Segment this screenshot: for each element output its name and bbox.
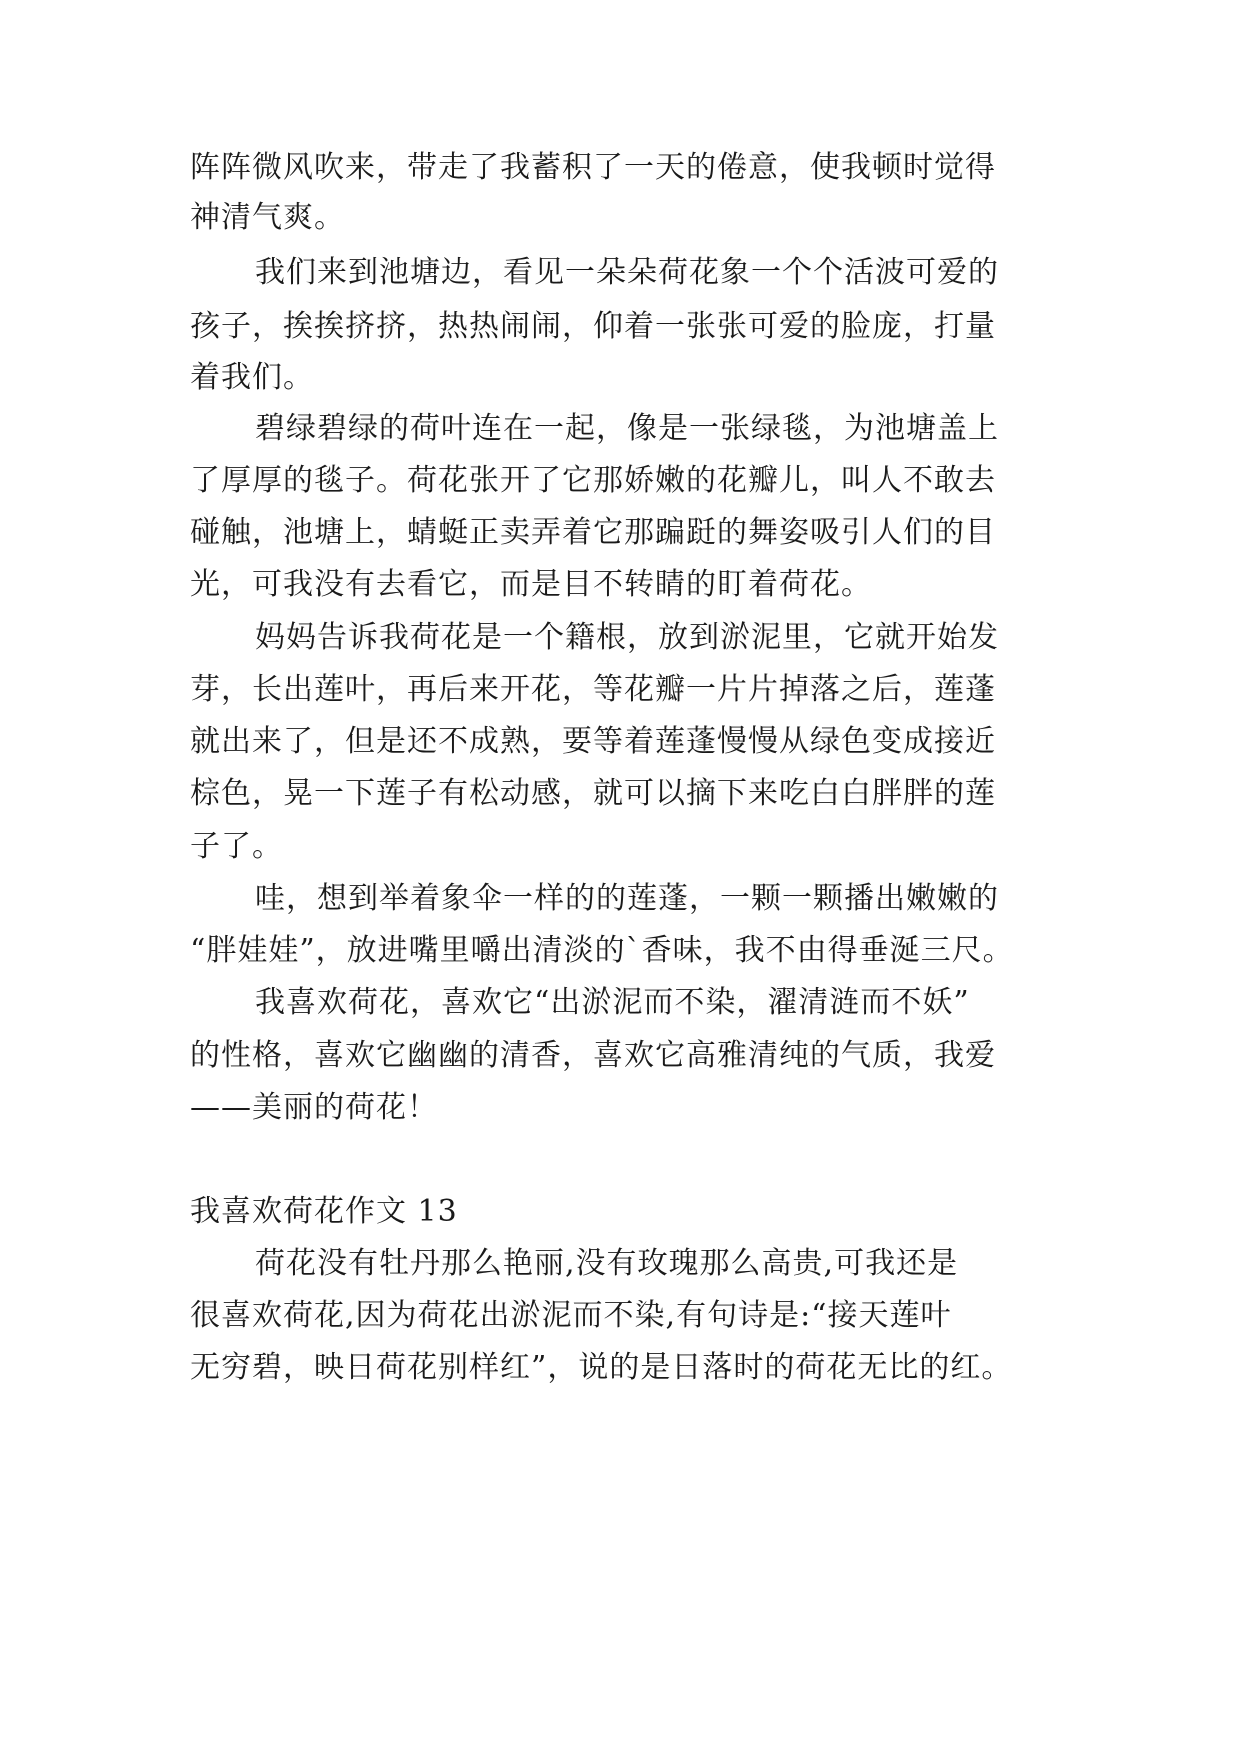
paragraph-first-line: 我们来到池塘边，看见一朵朵荷花象一个个活波可爱的	[255, 255, 999, 290]
text-line: 光，可我没有去看它，而是目不转睛的盯着荷花。	[190, 567, 872, 602]
text-line: “胖娃娃”，放进嘴里嚼出清淡的`香味，我不由得垂涎三尺。	[190, 933, 1014, 968]
text-line: 神清气爽。	[190, 200, 345, 235]
text-line: 碰触，池塘上，蜻蜓正卖弄着它那蹁跹的舞姿吸引人们的目	[190, 515, 996, 550]
text-line: 很喜欢荷花,因为荷花出淤泥而不染,有句诗是:“接天莲叶	[190, 1298, 952, 1333]
text-line: 芽，长出莲叶，再后来开花，等花瓣一片片掉落之后，莲蓬	[190, 672, 996, 707]
text-line: 子了。	[190, 829, 283, 864]
paragraph-first-line: 我喜欢荷花，喜欢它“出淤泥而不染，濯清涟而不妖”	[255, 985, 970, 1020]
text-line: 就出来了，但是还不成熟，要等着莲蓬慢慢从绿色变成接近	[190, 724, 996, 759]
section-heading: 我喜欢荷花作文 13	[190, 1194, 458, 1229]
text-line: 的性格，喜欢它幽幽的清香，喜欢它高雅清纯的气质，我爱	[190, 1038, 996, 1073]
paragraph-first-line: 荷花没有牡丹那么艳丽,没有玫瑰那么高贵,可我还是	[255, 1246, 959, 1281]
text-line: ——美丽的荷花！	[190, 1090, 438, 1125]
text-line: 阵阵微风吹来，带走了我蓄积了一天的倦意，使我顿时觉得	[190, 150, 996, 185]
text-line: 孩子，挨挨挤挤，热热闹闹，仰着一张张可爱的脸庞，打量	[190, 309, 996, 344]
paragraph-first-line: 哇，想到举着象伞一样的的莲蓬，一颗一颗播出嫩嫩的	[255, 881, 999, 916]
paragraph-first-line: 妈妈告诉我荷花是一个籍根，放到淤泥里，它就开始发	[255, 620, 999, 655]
text-line: 着我们。	[190, 360, 314, 395]
text-line: 了厚厚的毯子。荷花张开了它那娇嫩的花瓣儿，叫人不敢去	[190, 463, 996, 498]
paragraph-first-line: 碧绿碧绿的荷叶连在一起，像是一张绿毯，为池塘盖上	[255, 411, 999, 446]
text-line: 棕色，晃一下莲子有松动感，就可以摘下来吃白白胖胖的莲	[190, 776, 996, 811]
text-line: 无穷碧，映日荷花别样红”，说的是日落时的荷花无比的红。	[190, 1350, 1013, 1385]
